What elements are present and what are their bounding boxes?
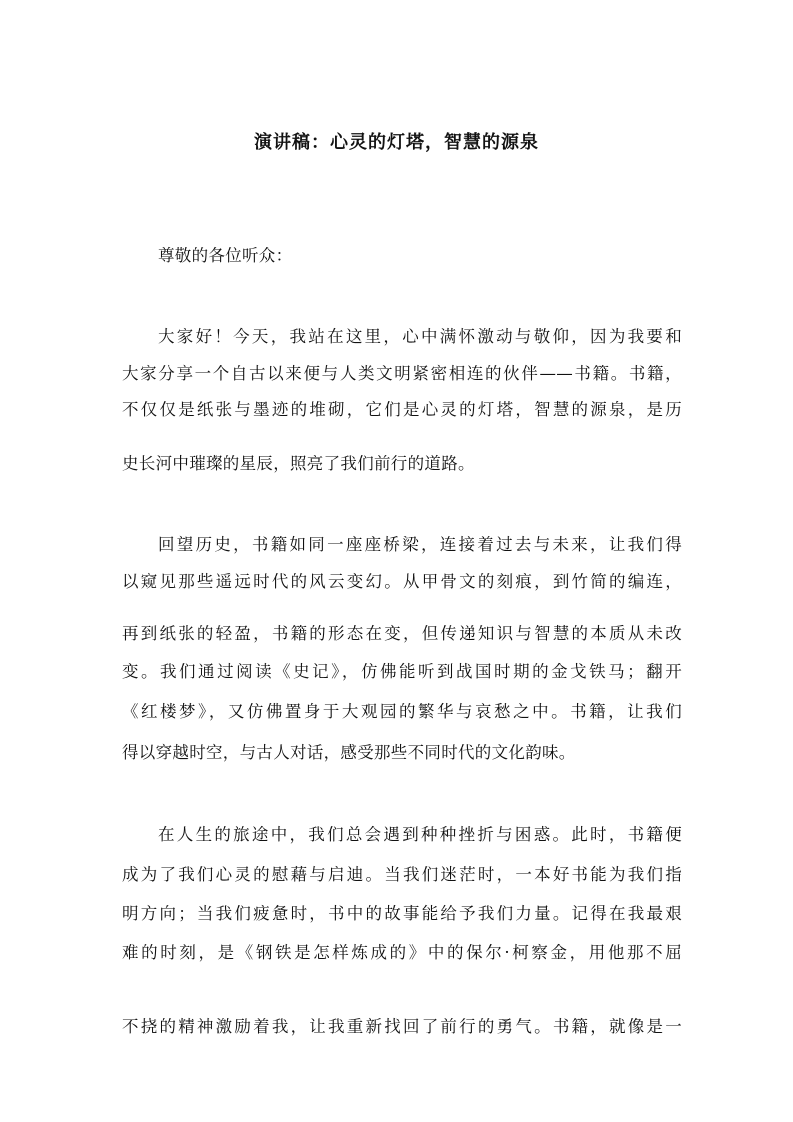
paragraph-line: 在人生的旅途中，我们总会遇到种种挫折与困惑。此时，书籍便 (158, 825, 682, 844)
paragraph-line: 以窥见那些遥远时代的风云变幻。从甲骨文的刻痕，到竹简的编连， (122, 572, 682, 591)
paragraph-line: 难的时刻，是《钢铁是怎样炼成的》中的保尔·柯察金，用他那不屈 (122, 943, 682, 962)
paragraph-line: 大家好！今天，我站在这里，心中满怀激动与敬仰，因为我要和 (158, 327, 682, 346)
paragraph-line: 大家分享一个自古以来便与人类文明紧密相连的伙伴——书籍。书籍， (122, 364, 682, 383)
paragraph-line: 明方向；当我们疲惫时，书中的故事能给予我们力量。记得在我最艰 (122, 904, 682, 923)
paragraph-line: 史长河中璀璨的星辰，照亮了我们前行的道路。 (122, 454, 475, 473)
paragraph-line: 成为了我们心灵的慰藉与启迪。当我们迷茫时，一本好书能为我们指 (122, 865, 682, 884)
paragraph-line: 再到纸张的轻盈，书籍的形态在变，但传递知识与智慧的本质从未改 (122, 624, 682, 643)
paragraph-line: 回望历史，书籍如同一座座桥梁，连接着过去与未来，让我们得 (158, 535, 682, 554)
salutation: 尊敬的各位听众： (158, 246, 293, 265)
page-title: 演讲稿：心灵的灯塔，智慧的源泉 (254, 132, 539, 153)
paragraph-line: 得以穿越时空，与古人对话，感受那些不同时代的文化韵味。 (122, 743, 576, 762)
paragraph-line: 《红楼梦》，又仿佛置身于大观园的繁华与哀愁之中。书籍，让我们 (122, 702, 682, 721)
paragraph-line: 变。我们通过阅读《史记》，仿佛能听到战国时期的金戈铁马；翻开 (122, 662, 682, 681)
paragraph-line: 不挠的精神激励着我，让我重新找回了前行的勇气。书籍，就像是一 (122, 1017, 682, 1036)
paragraph-line: 不仅仅是纸张与墨迹的堆砌，它们是心灵的灯塔，智慧的源泉，是历 (122, 400, 682, 419)
